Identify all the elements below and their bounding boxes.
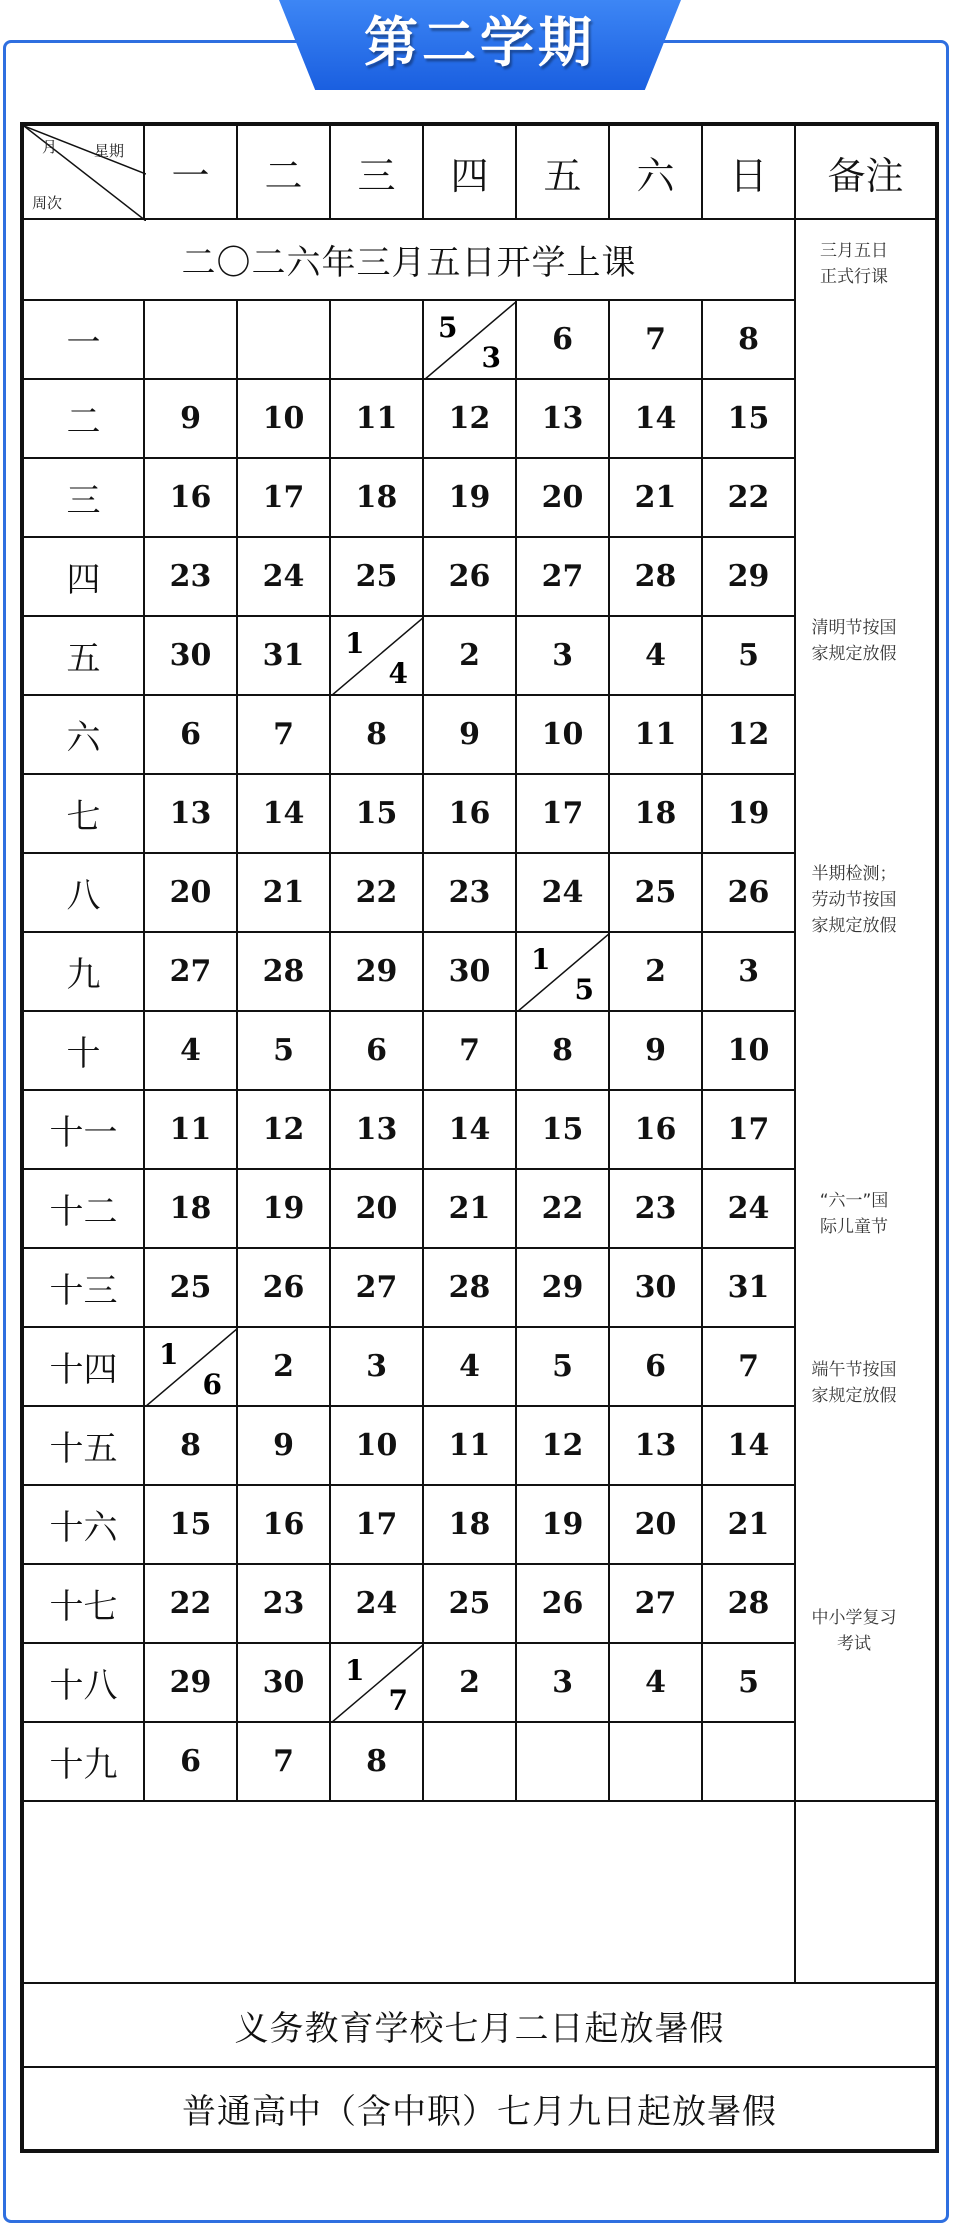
- day-cell: 3: [516, 616, 609, 695]
- day-cell: 22: [702, 458, 795, 537]
- month-start-day-cell: [330, 1643, 423, 1722]
- day-cell: 8: [330, 695, 423, 774]
- day-cell: 25: [330, 537, 423, 616]
- week-number: 十九: [22, 1722, 144, 1801]
- day-cell: 14: [609, 379, 702, 458]
- week-number: 十七: [22, 1564, 144, 1643]
- day-cell: 27: [609, 1564, 702, 1643]
- day-cell: 19: [423, 458, 516, 537]
- day-cell: 2: [609, 932, 702, 1011]
- summer-break-compulsory: 义务教育学校七月二日起放暑假: [22, 1983, 937, 2067]
- day-cell: 12: [423, 379, 516, 458]
- day-cell: 10: [702, 1011, 795, 1090]
- day-cell: 23: [144, 537, 237, 616]
- day-cell: 8: [516, 1011, 609, 1090]
- day-cell: 27: [144, 932, 237, 1011]
- day-cell: 19: [516, 1485, 609, 1564]
- summer-break-high-school: 普通高中（含中职）七月九日起放暑假: [22, 2067, 937, 2151]
- note-line: 中小学复习: [811, 1608, 897, 1628]
- day-cell: 2: [423, 616, 516, 695]
- note-line: 清明节按国: [811, 618, 897, 638]
- day-cell: 11: [330, 379, 423, 458]
- week-number: 四: [22, 537, 144, 616]
- day-cell: 28: [237, 932, 330, 1011]
- day-cell: 21: [702, 1485, 795, 1564]
- day-cell: 19: [237, 1169, 330, 1248]
- calendar-note: [804, 238, 904, 290]
- day-cell: 16: [423, 774, 516, 853]
- week-number: 九: [22, 932, 144, 1011]
- day-cell: 5: [702, 1643, 795, 1722]
- notes-header: 备注: [795, 124, 937, 219]
- day-cell: 8: [702, 300, 795, 379]
- note-line: 家规定放假: [811, 916, 897, 936]
- day-cell: 14: [423, 1090, 516, 1169]
- day-number: 1: [345, 627, 365, 660]
- week-number: 七: [22, 774, 144, 853]
- week-number: 八: [22, 853, 144, 932]
- month-number: 3: [481, 341, 501, 374]
- note-line: 半期检测；: [811, 864, 897, 884]
- week-number: 十五: [22, 1406, 144, 1485]
- note-line: 际儿童节: [820, 1217, 888, 1237]
- calendar-note: [804, 615, 904, 667]
- day-cell: 13: [330, 1090, 423, 1169]
- day-cell: 21: [237, 853, 330, 932]
- day-cell: 7: [702, 1327, 795, 1406]
- day-cell: 27: [330, 1248, 423, 1327]
- week-number: 十: [22, 1011, 144, 1090]
- day-cell: 7: [237, 695, 330, 774]
- day-cell: 2: [423, 1643, 516, 1722]
- day-cell: 17: [516, 774, 609, 853]
- day-cell: 20: [516, 458, 609, 537]
- empty-day-cell: [516, 1722, 609, 1801]
- day-cell: 25: [609, 853, 702, 932]
- day-cell: 10: [516, 695, 609, 774]
- day-cell: 6: [609, 1327, 702, 1406]
- day-cell: 23: [237, 1564, 330, 1643]
- day-cell: 17: [702, 1090, 795, 1169]
- empty-day-cell: [237, 300, 330, 379]
- day-cell: 13: [144, 774, 237, 853]
- day-cell: 3: [516, 1643, 609, 1722]
- day-cell: 19: [702, 774, 795, 853]
- day-number: 1: [159, 1338, 179, 1371]
- empty-day-cell: [609, 1722, 702, 1801]
- day-cell: 24: [702, 1169, 795, 1248]
- day-cell: 18: [330, 458, 423, 537]
- week-number: 十二: [22, 1169, 144, 1248]
- note-line: 家规定放假: [811, 1386, 897, 1406]
- calendar-note: [804, 1188, 904, 1240]
- note-line: 三月五日: [820, 241, 888, 261]
- day-cell: 15: [702, 379, 795, 458]
- note-line: 劳动节按国: [811, 890, 897, 910]
- month-number: 5: [574, 973, 594, 1006]
- day-cell: 15: [144, 1485, 237, 1564]
- day-cell: 5: [237, 1011, 330, 1090]
- day-cell: 17: [237, 458, 330, 537]
- day-cell: 4: [609, 616, 702, 695]
- month-start-day-cell: [144, 1327, 237, 1406]
- corner-header-cell: [22, 124, 144, 219]
- empty-day-cell: [423, 1722, 516, 1801]
- day-cell: 21: [609, 458, 702, 537]
- note-line: 正式行课: [820, 267, 888, 287]
- week-number: 十四: [22, 1327, 144, 1406]
- day-cell: 16: [144, 458, 237, 537]
- day-cell: 27: [516, 537, 609, 616]
- day-cell: 22: [516, 1169, 609, 1248]
- day-cell: 22: [330, 853, 423, 932]
- day-cell: 10: [237, 379, 330, 458]
- month-number: 6: [202, 1368, 222, 1401]
- weekday-header-fri: 五: [516, 124, 609, 219]
- corner-weekday-label: 星期: [94, 142, 125, 160]
- day-cell: 12: [516, 1406, 609, 1485]
- day-cell: 20: [609, 1485, 702, 1564]
- day-cell: 29: [516, 1248, 609, 1327]
- note-line: 家规定放假: [811, 644, 897, 664]
- empty-day-cell: [144, 300, 237, 379]
- day-cell: 10: [330, 1406, 423, 1485]
- day-cell: 14: [237, 774, 330, 853]
- week-number: 十八: [22, 1643, 144, 1722]
- weekday-header-sun: 日: [702, 124, 795, 219]
- calendar-note: [804, 1357, 904, 1409]
- week-number: 三: [22, 458, 144, 537]
- notes-column: [795, 219, 937, 1801]
- day-cell: 26: [516, 1564, 609, 1643]
- week-number: 一: [22, 300, 144, 379]
- day-cell: 15: [330, 774, 423, 853]
- month-number: 7: [388, 1684, 408, 1717]
- day-cell: 11: [609, 695, 702, 774]
- day-cell: 29: [330, 932, 423, 1011]
- day-cell: 6: [144, 695, 237, 774]
- day-cell: 26: [423, 537, 516, 616]
- day-cell: 29: [144, 1643, 237, 1722]
- page-title: 第二学期: [364, 11, 596, 74]
- day-cell: 26: [702, 853, 795, 932]
- day-cell: 13: [609, 1406, 702, 1485]
- day-cell: 24: [516, 853, 609, 932]
- day-cell: 4: [609, 1643, 702, 1722]
- day-cell: 6: [144, 1722, 237, 1801]
- calendar-note: [804, 1605, 904, 1657]
- day-cell: 5: [516, 1327, 609, 1406]
- month-number: 4: [388, 657, 408, 690]
- day-cell: 20: [330, 1169, 423, 1248]
- calendar-note: [804, 861, 904, 939]
- month-start-day-cell: [330, 616, 423, 695]
- day-cell: 25: [423, 1564, 516, 1643]
- day-cell: 31: [702, 1248, 795, 1327]
- day-cell: 16: [237, 1485, 330, 1564]
- day-cell: 8: [330, 1722, 423, 1801]
- day-cell: 30: [237, 1643, 330, 1722]
- day-cell: 30: [423, 932, 516, 1011]
- day-cell: 9: [609, 1011, 702, 1090]
- day-cell: 6: [516, 300, 609, 379]
- day-cell: 9: [237, 1406, 330, 1485]
- day-cell: 18: [423, 1485, 516, 1564]
- week-number: 五: [22, 616, 144, 695]
- weekday-header-wed: 三: [330, 124, 423, 219]
- day-cell: 7: [237, 1722, 330, 1801]
- day-cell: 14: [702, 1406, 795, 1485]
- weekday-header-sat: 六: [609, 124, 702, 219]
- day-cell: 26: [237, 1248, 330, 1327]
- note-line: “六一”国: [819, 1191, 889, 1211]
- footer-row-compulsory: [22, 1983, 937, 2067]
- day-cell: 5: [702, 616, 795, 695]
- day-cell: 28: [423, 1248, 516, 1327]
- day-cell: 4: [423, 1327, 516, 1406]
- day-cell: 18: [144, 1169, 237, 1248]
- day-cell: 31: [237, 616, 330, 695]
- day-cell: 7: [423, 1011, 516, 1090]
- week-number: 二: [22, 379, 144, 458]
- week-number: 十六: [22, 1485, 144, 1564]
- footer-row-high-school: [22, 2067, 937, 2151]
- week-number: 十三: [22, 1248, 144, 1327]
- month-start-day-cell: [423, 300, 516, 379]
- day-cell: 2: [237, 1327, 330, 1406]
- day-cell: 15: [516, 1090, 609, 1169]
- day-cell: 8: [144, 1406, 237, 1485]
- corner-week-label: 周次: [32, 194, 63, 212]
- day-cell: 20: [144, 853, 237, 932]
- day-cell: 25: [144, 1248, 237, 1327]
- day-cell: 18: [609, 774, 702, 853]
- day-cell: 6: [330, 1011, 423, 1090]
- day-number: 1: [345, 1654, 365, 1687]
- day-cell: 16: [609, 1090, 702, 1169]
- header-row: [22, 124, 937, 219]
- day-cell: 4: [144, 1011, 237, 1090]
- day-cell: 9: [144, 379, 237, 458]
- day-number: 5: [438, 311, 458, 344]
- day-cell: 29: [702, 537, 795, 616]
- blank-row: [22, 1801, 937, 1983]
- day-cell: 7: [609, 300, 702, 379]
- day-cell: 3: [330, 1327, 423, 1406]
- weekday-header-thu: 四: [423, 124, 516, 219]
- day-cell: 30: [144, 616, 237, 695]
- blank-cell: [22, 1801, 795, 1983]
- start-notice-row: [22, 219, 937, 300]
- school-calendar-table: [20, 122, 939, 2153]
- weekday-header-mon: 一: [144, 124, 237, 219]
- day-cell: 23: [609, 1169, 702, 1248]
- corner-month-label: 月: [42, 138, 58, 156]
- day-cell: 3: [702, 932, 795, 1011]
- day-cell: 23: [423, 853, 516, 932]
- day-cell: 9: [423, 695, 516, 774]
- day-cell: 24: [330, 1564, 423, 1643]
- day-cell: 11: [423, 1406, 516, 1485]
- day-cell: 13: [516, 379, 609, 458]
- day-cell: 11: [144, 1090, 237, 1169]
- note-line: 端午节按国: [811, 1360, 897, 1380]
- day-cell: 17: [330, 1485, 423, 1564]
- day-cell: 12: [702, 695, 795, 774]
- day-cell: 28: [702, 1564, 795, 1643]
- month-start-day-cell: [516, 932, 609, 1011]
- day-cell: 21: [423, 1169, 516, 1248]
- day-cell: 28: [609, 537, 702, 616]
- day-cell: 22: [144, 1564, 237, 1643]
- note-line: 考试: [837, 1634, 871, 1654]
- day-cell: 12: [237, 1090, 330, 1169]
- day-cell: 30: [609, 1248, 702, 1327]
- day-number: 1: [531, 943, 551, 976]
- weekday-header-tue: 二: [237, 124, 330, 219]
- week-number: 六: [22, 695, 144, 774]
- week-number: 十一: [22, 1090, 144, 1169]
- empty-day-cell: [702, 1722, 795, 1801]
- empty-day-cell: [330, 300, 423, 379]
- day-cell: 24: [237, 537, 330, 616]
- term-start-notice: 二〇二六年三月五日开学上课: [22, 219, 795, 300]
